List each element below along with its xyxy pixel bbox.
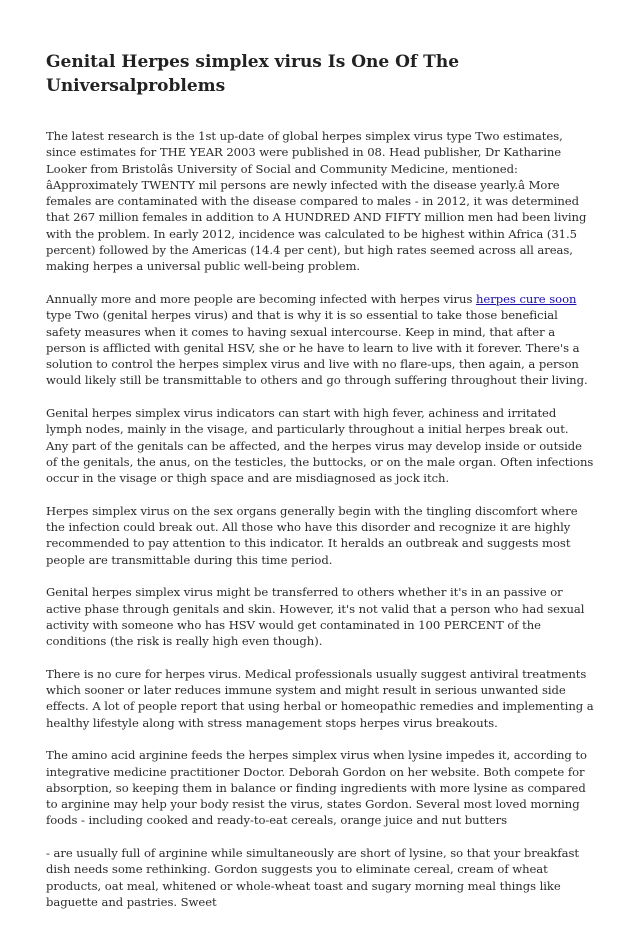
- herpes-cure-soon-link[interactable]: herpes cure soon: [476, 291, 577, 306]
- paragraph-indicators: Genital herpes simplex virus indicators can start with high fever, achiness and irritated lymph nodes, mainly in the visage, and particularly throughout a initial herpes break out. Any part of the genitals can be affected, and the herpes virus may develop inside or outside of the genitals, the anus, on the testicles, the buttocks, or on the male organ. Often infections occur in the visage or thigh space and are misdiagnosed as jock itch.: [46, 406, 594, 486]
- paragraph-breakfast: - are usually full of arginine while simultaneously are short of lysine, so that your breakfast dish needs some rethinking. Gordon suggests you to eliminate cereal, cream of wheat products, oat meal, whitened or whole-wheat toast and sugary morning meal things like baguette and pastries. Sweet: [46, 846, 579, 909]
- document-page: [46, 50, 594, 927]
- document-title: Genital Herpes simplex virus Is One Of The Universalproblems: [46, 52, 460, 96]
- paragraph-arginine: The amino acid arginine feeds the herpes simplex virus when lysine impedes it, according to integrative medicine practitioner Doctor. Deborah Gordon on her website. Both compete for absorption, so keeping them in balance or finding ingredients with more lysine as compared to arginine may help your body resist the virus, states Gordon. Several most loved morning foods - including cooked and ready-to-eat cereals, orange juice and nut butters: [46, 748, 587, 828]
- paragraph-no-cure: There is no cure for herpes virus. Medical professionals usually suggest antiviral treatments which sooner or later reduces immune system and might result in serious unwanted side effects. A lot of people report that using herbal or homeopathic remedies and implementing a healthy lifestyle along with stress management stops herpes virus breakouts.: [46, 666, 594, 730]
- paragraph-annually-text-before: Annually more and more people are becoming infected with herpes virus: [46, 291, 476, 306]
- paragraph-annually: [46, 291, 594, 389]
- paragraph-transfer: Genital herpes simplex virus might be transferred to others whether it's in an passive or active phase through genitals and skin. However, it's not valid that a person who had sexual activity with someone who has HSV would get contaminated in 100 PERCENT of the conditions (the risk is really high even though).: [46, 585, 585, 649]
- paragraph-research: The latest research is the 1st up-date of global herpes simplex virus type Two estimates, since estimates for THE YEAR 2003 were published in 08. Head publisher, Dr Katharine Looker from Bristolâs University of Social and Community Medicine, mentioned: âApproximately TWENTY mil persons are newly infected with the disease yearly.â More females are contaminated with the disease compared to males - in 2012, it was determined that 267 million females in addition to A HUNDRED AND FIFTY million men had been living with the problem. In early 2012, incidence was calculated to be highest within Africa (31.5 percent) followed by the Americas (14.4 per cent), but high rates seemed across all areas, making herpes a universal public well-being problem.: [46, 129, 587, 274]
- paragraph-tingling: Herpes simplex virus on the sex organs generally begin with the tingling discomfort where the infection could break out. All those who have this disorder and recognize it are highly recommended to pay attention to this indicator. It heralds an outbreak and suggests most people are transmittable during this time period.: [46, 503, 578, 567]
- paragraph-annually-text-after: type Two (genital herpes virus) and that is why it is so essential to take those beneficial safety measures when it comes to having sexual intercourse. Keep in mind, that after a person is afflicted with genital HSV, she or he have to learn to live with it forever. There's a solution to control the herpes simplex virus and live with no flare-ups, then again, a person would likely still be transmittable to others and go through suffering throughout their living.: [46, 308, 588, 388]
